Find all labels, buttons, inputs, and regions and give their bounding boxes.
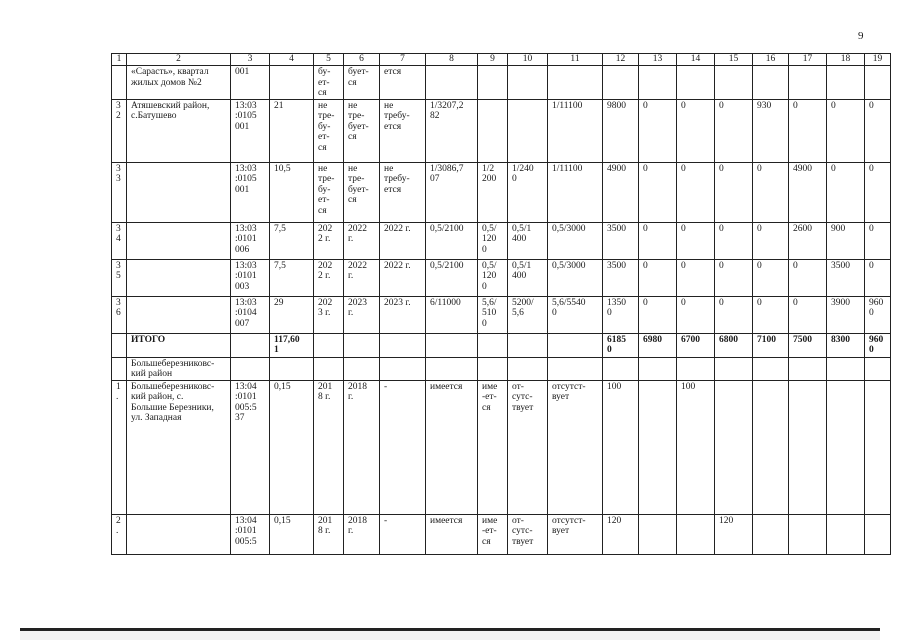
table-cell: 8300 — [827, 333, 865, 357]
table-cell — [603, 66, 639, 100]
table-cell — [753, 514, 789, 554]
table-cell — [127, 296, 231, 333]
table-cell — [548, 333, 603, 357]
table-cell: бу- ет- ся — [314, 66, 344, 100]
table-cell — [639, 380, 677, 514]
table-cell — [639, 514, 677, 554]
table-cell — [380, 333, 426, 357]
table-cell: 0 — [715, 162, 753, 222]
table-cell — [112, 333, 127, 357]
table-cell — [865, 357, 891, 380]
table-cell: 2022 г. — [344, 259, 380, 296]
table-cell — [548, 66, 603, 100]
table-cell — [789, 66, 827, 100]
table-cell — [715, 357, 753, 380]
table-row — [112, 514, 891, 554]
table-cell: не тре- бует- ся — [344, 162, 380, 222]
total-row — [112, 333, 891, 357]
table-row — [112, 222, 891, 259]
table-cell — [127, 222, 231, 259]
table-cell: 2022 г. — [380, 259, 426, 296]
table-cell: 0,5/1 400 — [508, 222, 548, 259]
column-header: 10 — [508, 54, 548, 66]
table-cell — [753, 357, 789, 380]
table-cell: от- сутс- твует — [508, 514, 548, 554]
table-cell: - — [380, 514, 426, 554]
table-cell: 3500 — [603, 222, 639, 259]
table-cell: 3 6 — [112, 296, 127, 333]
table-cell: не требу- ется — [380, 162, 426, 222]
table-cell: 2600 — [789, 222, 827, 259]
table-cell — [380, 357, 426, 380]
table-cell: 5,6/ 510 0 — [478, 296, 508, 333]
table-row — [112, 259, 891, 296]
column-header: 1 — [112, 54, 127, 66]
table-cell: отсутст- вует — [548, 514, 603, 554]
district-name: Большеберезниковс- кий район — [127, 357, 231, 380]
table-cell: 0 — [715, 99, 753, 162]
table-cell — [677, 514, 715, 554]
table-cell: 120 — [603, 514, 639, 554]
table-cell: 100 — [677, 380, 715, 514]
table-cell: 0,5/3000 — [548, 259, 603, 296]
table-cell: 13:03 :0104 007 — [231, 296, 270, 333]
table-cell: от- сутс- твует — [508, 380, 548, 514]
table-cell: 0 — [639, 259, 677, 296]
table-cell: 0 — [677, 296, 715, 333]
table-cell — [827, 357, 865, 380]
table-cell — [270, 66, 314, 100]
table-cell: 201 8 г. — [314, 380, 344, 514]
table-cell: 0 — [677, 99, 715, 162]
column-header: 17 — [789, 54, 827, 66]
table-cell: 0,5/ 120 0 — [478, 222, 508, 259]
table-cell: 1350 0 — [603, 296, 639, 333]
table-cell: 3 2 — [112, 99, 127, 162]
table-cell: 202 2 г. — [314, 222, 344, 259]
table-cell: 3500 — [827, 259, 865, 296]
table-cell: 3 3 — [112, 162, 127, 222]
table-cell: 0 — [865, 222, 891, 259]
table-cell: 13:04 :0101 005:5 37 — [231, 380, 270, 514]
table-row — [112, 162, 891, 222]
table-cell: 0 — [639, 162, 677, 222]
table-cell: 202 3 г. — [314, 296, 344, 333]
table-cell — [127, 259, 231, 296]
table-cell — [508, 333, 548, 357]
table-cell: ется — [380, 66, 426, 100]
table-cell — [789, 380, 827, 514]
table-cell — [865, 514, 891, 554]
table-cell: 001 — [231, 66, 270, 100]
table-cell: 13:03 :0105 001 — [231, 99, 270, 162]
table-cell — [231, 333, 270, 357]
table-cell — [715, 66, 753, 100]
header-row — [112, 54, 891, 66]
column-header: 19 — [865, 54, 891, 66]
table-cell — [827, 380, 865, 514]
table-cell — [639, 357, 677, 380]
column-header: 15 — [715, 54, 753, 66]
table-cell: 202 2 г. — [314, 259, 344, 296]
column-header: 14 — [677, 54, 715, 66]
table-cell — [715, 380, 753, 514]
table-row — [112, 296, 891, 333]
table-cell — [426, 66, 478, 100]
table-cell: 0 — [827, 162, 865, 222]
table-cell: 3 5 — [112, 259, 127, 296]
table-cell — [344, 333, 380, 357]
table-cell — [314, 357, 344, 380]
table-cell: 0,5/3000 — [548, 222, 603, 259]
table-cell: 3 4 — [112, 222, 127, 259]
table-cell: 1/2 200 — [478, 162, 508, 222]
table-cell: 7,5 — [270, 259, 314, 296]
table-cell: «Сарасть», квартал жилых домов №2 — [127, 66, 231, 100]
table-cell: 2 . — [112, 514, 127, 554]
table-cell — [865, 66, 891, 100]
table-cell: 900 — [827, 222, 865, 259]
table-cell: не тре- бует- ся — [344, 99, 380, 162]
table-cell: 0,5/1 400 — [508, 259, 548, 296]
table-cell: 0 — [639, 296, 677, 333]
table-cell: 0 — [753, 259, 789, 296]
table-cell — [231, 357, 270, 380]
column-header: 7 — [380, 54, 426, 66]
table-cell: 21 — [270, 99, 314, 162]
table-cell: 0 — [789, 99, 827, 162]
table-cell: 2022 г. — [344, 222, 380, 259]
table-cell: 1/11100 — [548, 99, 603, 162]
table-cell: не требу- ется — [380, 99, 426, 162]
table-cell — [344, 357, 380, 380]
table-cell: 0 — [753, 222, 789, 259]
table-cell — [639, 66, 677, 100]
table-cell — [753, 380, 789, 514]
table-cell: 0 — [715, 259, 753, 296]
table-cell — [677, 66, 715, 100]
table-row — [112, 99, 891, 162]
column-header: 3 — [231, 54, 270, 66]
table-cell: 1/3207,2 82 — [426, 99, 478, 162]
table-cell — [827, 514, 865, 554]
table-cell: 13:03 :0101 003 — [231, 259, 270, 296]
table-cell: 7500 — [789, 333, 827, 357]
table-cell: 3900 — [827, 296, 865, 333]
page-number: 9 — [858, 30, 864, 42]
table-cell: 0 — [677, 259, 715, 296]
table-cell — [789, 357, 827, 380]
table-cell: 0 — [865, 99, 891, 162]
table-cell: 6/11000 — [426, 296, 478, 333]
table-cell: 6185 0 — [603, 333, 639, 357]
table-cell — [753, 66, 789, 100]
column-header: 16 — [753, 54, 789, 66]
table-cell: 1 . — [112, 380, 127, 514]
table-cell: 0,5/ 120 0 — [478, 259, 508, 296]
table-cell: 930 — [753, 99, 789, 162]
table-cell: 5,6/5540 0 — [548, 296, 603, 333]
table-cell: 0 — [753, 162, 789, 222]
table-cell: 6700 — [677, 333, 715, 357]
table-cell — [426, 333, 478, 357]
table-cell: 0 — [639, 99, 677, 162]
table-cell: 9600 — [865, 296, 891, 333]
table-cell: 13:03 :0101 006 — [231, 222, 270, 259]
table-cell — [827, 66, 865, 100]
column-header: 6 — [344, 54, 380, 66]
table-cell — [314, 333, 344, 357]
table-cell: 0 — [715, 296, 753, 333]
scan-margin — [20, 631, 880, 640]
table-cell: не тре- бу- ет- ся — [314, 99, 344, 162]
table-cell: 5200/ 5,6 — [508, 296, 548, 333]
data-table — [111, 53, 891, 555]
table-cell: 0 — [715, 222, 753, 259]
district-row — [112, 357, 891, 380]
table-cell: ИТОГО — [127, 333, 231, 357]
table-cell: 4900 — [603, 162, 639, 222]
table-cell — [478, 66, 508, 100]
table-cell: 0 — [639, 222, 677, 259]
table-cell: име -ет- ся — [478, 514, 508, 554]
table-cell: 7100 — [753, 333, 789, 357]
table-cell: 13:04 :0101 005:5 — [231, 514, 270, 554]
table-cell: 4900 — [789, 162, 827, 222]
table-cell: 2018 г. — [344, 380, 380, 514]
table-cell — [426, 357, 478, 380]
table-cell — [478, 99, 508, 162]
table-cell — [865, 380, 891, 514]
table-cell: 0 — [789, 259, 827, 296]
column-header: 8 — [426, 54, 478, 66]
table-cell: 9800 — [603, 99, 639, 162]
table-cell: Атяшевский район, с.Батушево — [127, 99, 231, 162]
table-cell: имеется — [426, 380, 478, 514]
table-cell: 1/11100 — [548, 162, 603, 222]
table-cell: 0,15 — [270, 380, 314, 514]
column-header: 4 — [270, 54, 314, 66]
table-cell: 0 — [865, 259, 891, 296]
table-cell: 1/240 0 — [508, 162, 548, 222]
table-cell — [478, 333, 508, 357]
column-header: 13 — [639, 54, 677, 66]
table-cell — [789, 514, 827, 554]
table-cell: 117,60 1 — [270, 333, 314, 357]
table-cell: 0,5/2100 — [426, 222, 478, 259]
column-header: 11 — [548, 54, 603, 66]
table-cell: 13:03 :0105 001 — [231, 162, 270, 222]
table-cell: 1/3086,7 07 — [426, 162, 478, 222]
table-cell: 6980 — [639, 333, 677, 357]
column-header: 9 — [478, 54, 508, 66]
table-cell: имеется — [426, 514, 478, 554]
table-cell: 120 — [715, 514, 753, 554]
table-cell — [112, 66, 127, 100]
table-cell — [478, 357, 508, 380]
table-cell: бует- ся — [344, 66, 380, 100]
table-cell: 0 — [677, 162, 715, 222]
table-cell: 10,5 — [270, 162, 314, 222]
table-cell — [508, 99, 548, 162]
table-cell: не тре- бу- ет- ся — [314, 162, 344, 222]
table-cell: 0,15 — [270, 514, 314, 554]
table-row — [112, 66, 891, 100]
table-cell: 0 — [753, 296, 789, 333]
table-cell: 0 — [789, 296, 827, 333]
table-cell: 0 — [827, 99, 865, 162]
table-cell: 7,5 — [270, 222, 314, 259]
table-row — [112, 380, 891, 514]
table-cell — [548, 357, 603, 380]
table-cell: 9600 — [865, 333, 891, 357]
table-cell — [508, 357, 548, 380]
table-cell: 2023 г. — [344, 296, 380, 333]
column-header: 2 — [127, 54, 231, 66]
table-cell: име -ет- ся — [478, 380, 508, 514]
table-cell — [127, 162, 231, 222]
table-cell: 2018 г. — [344, 514, 380, 554]
table-cell — [270, 357, 314, 380]
table-cell — [603, 357, 639, 380]
table-cell: 2022 г. — [380, 222, 426, 259]
table-cell — [112, 357, 127, 380]
table-cell: Большеберезниковс- кий район, с. Большие Березники, ул. Западная — [127, 380, 231, 514]
table-cell: 2023 г. — [380, 296, 426, 333]
table-cell: - — [380, 380, 426, 514]
column-header: 5 — [314, 54, 344, 66]
table-cell: 201 8 г. — [314, 514, 344, 554]
table-cell — [677, 357, 715, 380]
table-cell: 100 — [603, 380, 639, 514]
table-cell: 3500 — [603, 259, 639, 296]
table-cell: отсутст- вует — [548, 380, 603, 514]
column-header: 18 — [827, 54, 865, 66]
column-header: 12 — [603, 54, 639, 66]
table-cell: 0 — [865, 162, 891, 222]
table-cell: 0,5/2100 — [426, 259, 478, 296]
table-cell — [127, 514, 231, 554]
table-cell: 29 — [270, 296, 314, 333]
table-cell: 6800 — [715, 333, 753, 357]
table-cell — [508, 66, 548, 100]
table-cell: 0 — [677, 222, 715, 259]
